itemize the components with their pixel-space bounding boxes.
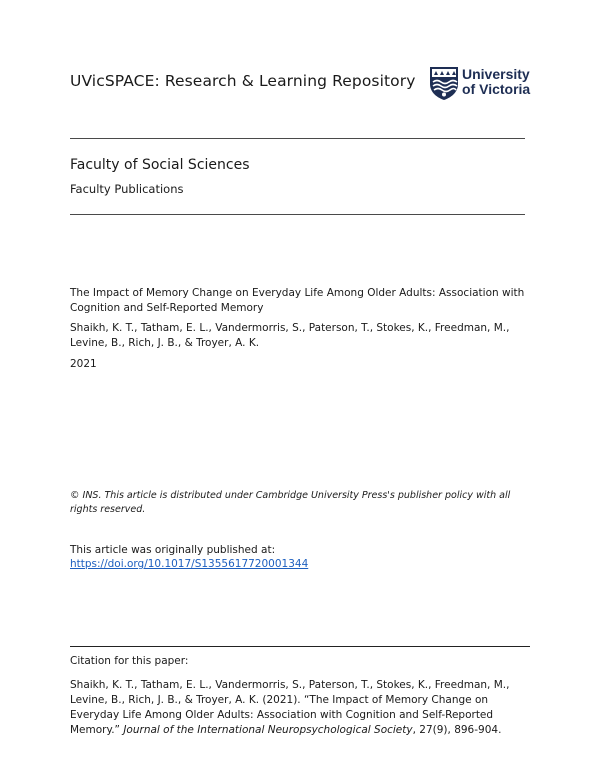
divider-citation [70,646,530,647]
citation-part-1: Shaikh, K. T., Tatham, E. L., Vandermorris, S., Paterson, T., Stokes, K., Freedman, M., Levine, B., Rich, J. B., & Troyer, A. K. (2021). “The Impact of Memory Change on Everyday Life Among Older Adults: Association with Cognition and Self-Reported Memory.” [70,679,510,736]
doi-link[interactable]: https://doi.org/10.1017/S1355617720001344 [70,558,309,570]
rights-statement: © INS. This article is distributed under Cambridge University Press's publisher policy with all rights reserved. [70,490,511,515]
logo-line-1: University [462,66,530,82]
article-authors: Shaikh, K. T., Tatham, E. L., Vandermorris, S., Paterson, T., Stokes, K., Freedman, M., Levine, B., Rich, J. B., & Troyer, A. K. [70,322,510,349]
divider-middle [70,214,525,215]
citation-label: Citation for this paper: [70,655,189,667]
publication-label: This article was originally published at: [70,544,276,556]
article-year: 2021 [70,358,97,370]
article-title: The Impact of Memory Change on Everyday Life Among Older Adults: Association with Cognition and Self-Reported Memory [70,287,525,314]
divider-top [70,138,525,139]
citation-part-2: , 27(9), 896-904. [412,724,502,736]
citation-journal: Journal of the International Neuropsychological Society [123,724,413,736]
logo-line-2: of Victoria [462,81,531,97]
faculty-name: Faculty of Social Sciences [70,157,250,173]
university-logo-wordmark [462,67,530,97]
citation-text [70,678,532,738]
faculty-collection: Faculty Publications [70,182,184,196]
repository-title: UVicSPACE: Research & Learning Repository [70,72,416,90]
